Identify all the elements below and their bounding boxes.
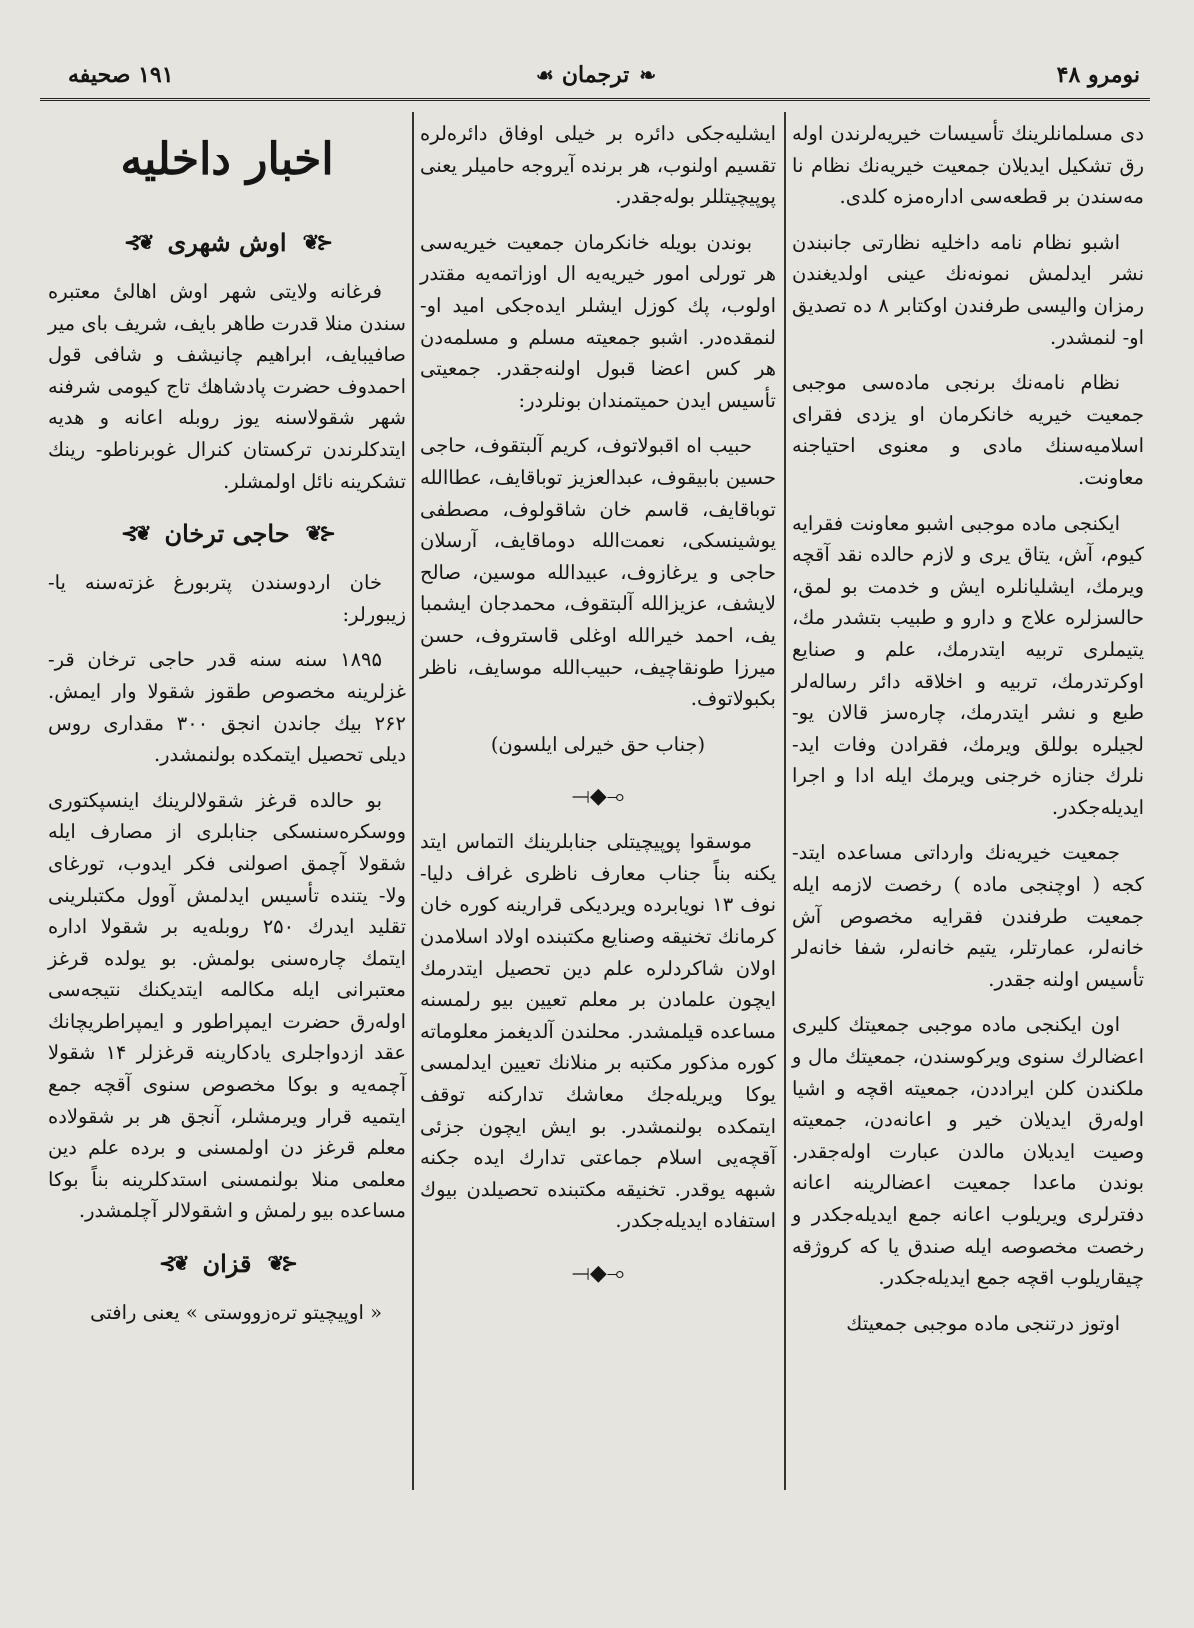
ornament-icon: ❦⊱: [120, 521, 149, 546]
ornament-icon: ⊰❦: [267, 1251, 296, 1276]
page-header: [40, 62, 1150, 98]
right-column: [792, 118, 1144, 1353]
middle-column: [420, 118, 776, 1303]
paragraph: دی مسلمانلرینك تأسیسات خیریه‌لرندن اوله رق تشکیل ایدیلان جمعیت خیریه‌نك نظام نا مه‌سندن بر قطعه‌سی اداره‌مزه کلدی.: [792, 122, 1144, 209]
paragraph: بو حالده قرغز شقولالرینك اینسپکتوری ووسکره‌سنسکی جنابلری از مصارف ایله شقولا آچمق اصولنی فکر ایدوب، تورغای ولا- یتنده تأسیس ایدلمش آوول مکتبلرینی تقلید ایدرك ۲۵۰ روبله‌یه بر شقولا اداره ایتمك چاره‌سنی بولمش. بو یولده قرغز معتبرانی ایله مکالمه ایتدیکنك نتیجه‌سی اوله‌رق حضرت ایمپراطور و ایمپراطریچانك عقد ازدواجلری یادکارینه قرغزلر ۱۴ شقولا آچمه‌یه و بوکا مخصوص سنوی آقچه جمع ایتمیه قرار ویرمشلر، آنجق هر بر شقولاده معلم قرغز دن اولمسنی و برده علم دین معلمی منلا بولنمسنی استدکلرینه بناً بوکا مساعده بیو رلمش و اشقولالر آچلمشدر.: [48, 788, 406, 1223]
paragraph: خان اردوسندن پتربورغ غزته‌سنه یا- زیبورلر:: [48, 571, 406, 626]
section-masthead: اخبار داخلیه: [120, 134, 334, 185]
ornament-icon: ⊰❦: [305, 521, 334, 546]
paragraph: ایکنجی ماده موجبی اشبو معاونت فقرایه کیوم، آش، یتاق یری و لازم حالده نقد آقچه ویرمك، ایشلیانلره ایش و خدمت بو لمق، حالسزلره علاج و دارو و طبیب بتشدر مك، یتیملری تربیه ایتدرمك، علم و صنایع اوکرتدرمك، تربیه و اخلاقه دائر رساله‌لر طبع و نشر ایتدرمك، چاره‌سز قالان یو- لجیلره بوللق ویرمك، فقرادن وفات اید- نلرك جنازه خرجنی ویرمك ایله ادا و اجرا ایدیله‌جکدر.: [792, 511, 1144, 819]
section-heading: [48, 220, 406, 266]
header-rule: [40, 98, 1150, 101]
column-divider: [784, 112, 786, 1490]
newspaper-name: ترجمان: [561, 62, 630, 88]
paragraph: اوتوز درتنجی ماده موجبی جمعیتك: [846, 1311, 1120, 1335]
section-title: حاجی ترخان: [164, 519, 290, 549]
paragraph: فرغانه ولایتی شهر اوش اهالیٔ معتبره سندن منلا قدرت طاهر بایف، شریف بای میر صافیبایف، ابراهیم چانیشف و شافی قول احمدوف حضرت پادشاهك تاج کیومی شرفنه شهر شقولاسنه یوز روبله اعانه و هدیه ایتدکلرندن ترکستان کنرال غوبرناطو- رینك تشکرینه نائل اولمشلر.: [48, 280, 406, 493]
ornament-icon: ❧: [639, 63, 655, 87]
section-heading: [48, 511, 406, 557]
left-column: [48, 118, 406, 1343]
page-number: ۱۹۱ صحیفه: [68, 62, 174, 88]
founders-list: حبیب اه اقبولاتوف، کریم آلبتقوف، حاجی حسین بابیقوف، عبدالعزیز توباقایف، عطاالله توباقایف، قاسم خان شاقولوف، مصطفی یوشینسکی، نعمت‌الله دوماقایف، آرسلان حاجی و یرغازوف، عبیدالله موسین، صالح لایشف، عزیزالله آلبتقوف، محمدجان ایشمبا یف، احمد خیرالله اوغلی قاستروف، حسن میرزا طونقاچیف، حبیب‌الله موسایف، ناظر بکبولاتوف.: [420, 434, 776, 711]
paragraph: ۱۸۹۵ سنه سنه قدر حاجی ترخان قر- غزلرینه مخصوص طقوز شقولا وار ایمش. ۲۶۲ بیك جاندن انجق ۳۰۰ مقداری روس دیلی تحصیل ایتمکده بولنمشدر.: [48, 648, 406, 767]
newspaper-title: [536, 62, 654, 88]
paragraph: ایشلیه‌جکی دائره بر خیلی اوفاق دائره‌لره تقسیم اولنوب، هر برنده آیروجه حامیلر یعنی پوپیچیتللر بوله‌جقدر.: [420, 122, 776, 209]
paragraph: « اوپیچیتو ترەزووستی » یعنی رافتی: [90, 1301, 382, 1325]
section-title: قزان: [202, 1249, 252, 1279]
section-divider: ⟜◆⟝: [571, 1261, 625, 1286]
blessing-line: (جناب حق خیرلی ایلسون): [490, 732, 706, 756]
column-divider: [412, 112, 414, 1490]
section-heading: [48, 1241, 406, 1287]
section-title: اوش شهری: [167, 228, 287, 258]
section-divider: ⟜◆⟝: [571, 784, 625, 810]
ornament-icon: ☙: [535, 63, 552, 87]
paragraph: بوندن بویله خانکرمان جمعیت خیریه‌سی هر تورلی امور خیریه‌یه ال اوزاتمه‌یه مقتدر اولوب، پك کوزل ایشلر ایده‌جکی امید او- لنمقده‌در. اشبو جمعیته مسلم و مسلمه‌دن هر کس اعضا قبول اولنه‌جقدر. جمعیتی تأسیس ایدن حمیتمندان بونلردر:: [420, 230, 776, 412]
ornament-icon: ⊰❦: [302, 230, 331, 255]
paragraph: اون ایکنجی ماده موجبی جمعیتك کلیری اعضالرك سنوی ویرکوسندن، جمعیتك مال و ملکندن کلن ایراددن، جمعیته اقچه و اشیا اوله‌رق ایدیلان خیر و اعانه‌دن، جمعیته وصیت ایدیلان مالدن عبارت اوله‌جقدر. بوندن ماعدا جمعیت اعضالرینه اعانه دفترلری ویریلوب اعانه جمع ایدیله‌جکدر و رخصت مخصوصه ایله صندق یا که کروژقه چیقاریلوب اقچه جمع ایدیله‌جکدر.: [792, 1013, 1144, 1290]
ornament-icon: ❦⊱: [123, 230, 152, 255]
ornament-icon: ❦⊱: [158, 1251, 187, 1276]
paragraph: موسقوا پوپیچیتلی جنابلرینك التماس ایتد یکنه بناً جناب معارف ناظری غراف دلیا- نوف ۱۳ نویابرده ویردیکی قرارینه کوره خان کرمانك تخنیقه وصنایع مکتبنده اولاد اسلامدن اولان شاکردلره علم دین تحصیل ایتدرمك ایچون علمادن بر معلم تعیین بیو رلمسنه مساعده قیلمشدر. محلندن آلدیغمز معلوماته کوره مذکور مکتبه بر منلانك تعیین ایدلمسی یوکا ویریله‌جك معاشك تدارکنه توقف ایتمکده بولنمشدر. بو ایش ایچون جزئی آقچه‌یی اسلام جماعتی تدارك ایده جکنه شبهه یوقدر. تخنیقه مکتبنده تحصیلدن بیوك استفاده ایدیله‌جکدر.: [420, 830, 776, 1233]
paragraph: جمعیت خیریه‌نك وارداتی مساعده ایتد- کجه ( اوچنجی ماده ) رخصت لازمه ایله جمعیت طرفندن فقرایه مخصوص آش خانه‌لر، عمارتلر، یتیم خانه‌لر، شفا خانه‌لر تأسیس اولنه جقدر.: [792, 841, 1144, 991]
paragraph: اشبو نظام نامه داخلیه نظارتی جانبندن نشر ایدلمش نمونه‌نك عینی اولدیغندن رمزان والیسی طرفندن اوکتابر ۸ ده تصدیق او- لنمشدر.: [792, 230, 1145, 349]
paragraph: نظام نامه‌نك برنجی ماده‌سی موجبی جمعیت خیریه خانکرمان او یزدی فقرای اسلامیه‌سنك مادی و معنوی احتیاجنه معاونت.: [792, 371, 1144, 489]
issue-number: نومرو ۴۸: [1056, 62, 1140, 88]
